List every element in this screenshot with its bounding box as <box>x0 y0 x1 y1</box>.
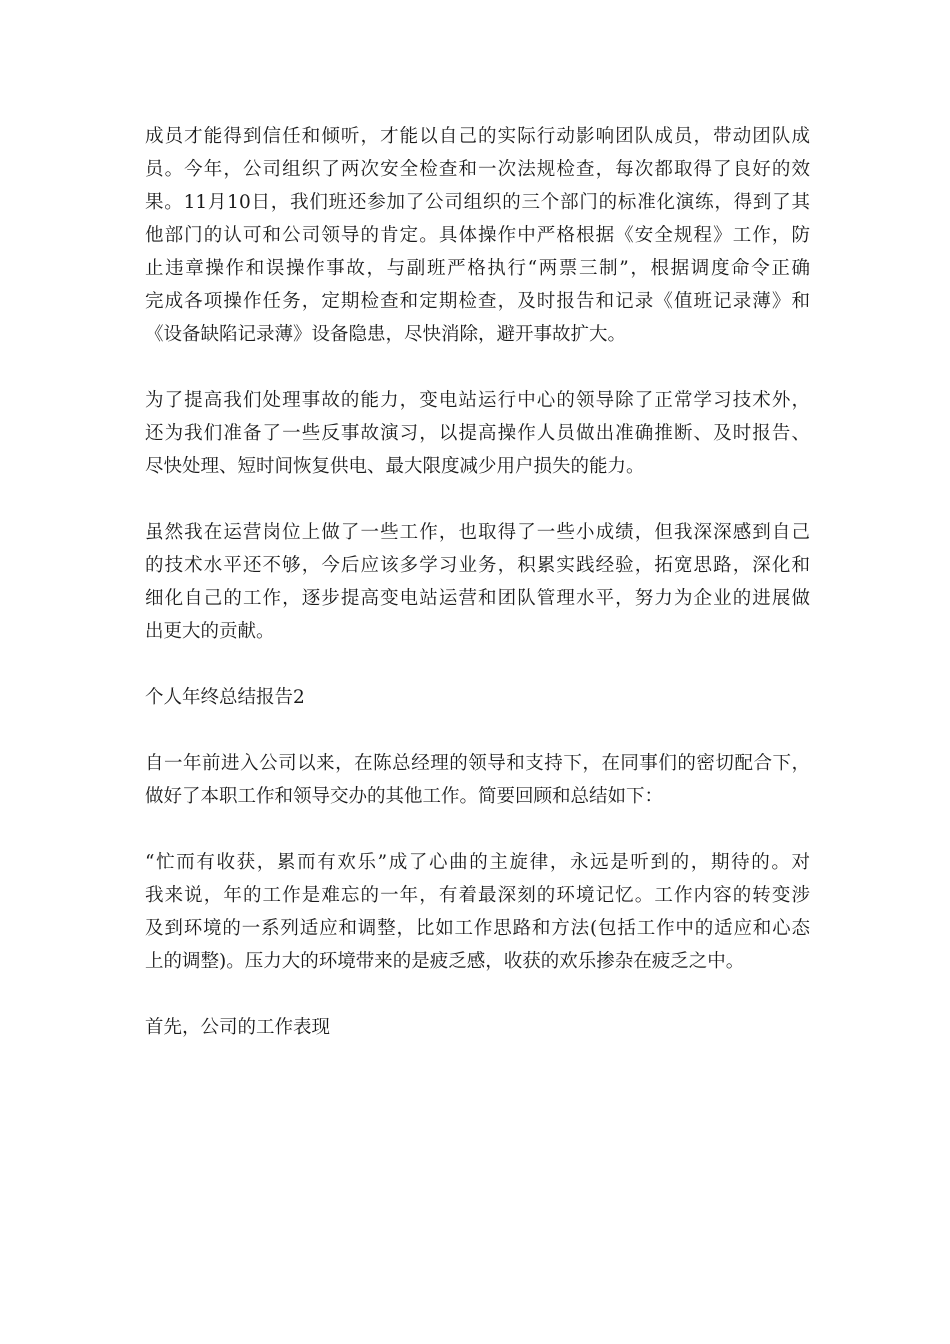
text-line: 果。11月10日，我们班还参加了公司组织的三个部门的标准化演练，得到了其 <box>145 192 810 213</box>
section-heading <box>145 681 810 714</box>
text-line: 及到环境的一系列适应和调整，比如工作思路和方法(包括工作中的适应和心态 <box>145 918 810 939</box>
paragraph-accident-drill <box>145 384 810 483</box>
text-line: 还为我们准备了一些反事故演习，以提高操作人员做出准确推断、及时报告、 <box>145 423 810 444</box>
document-body <box>145 120 810 1044</box>
text-line: 尽快处理、短时间恢复供电、最大限度减少用户损失的能力。 <box>145 456 645 477</box>
subsection-heading <box>145 1011 810 1044</box>
heading-text: 个人年终总结报告2 <box>145 687 305 708</box>
text-line: 虽然我在运营岗位上做了一些工作，也取得了一些小成绩，但我深深感到自己 <box>145 522 810 543</box>
text-line: 上的调整)。压力大的环境带来的是疲乏感，收获的欢乐掺杂在疲乏之中。 <box>145 951 745 972</box>
text-line: 止违章操作和误操作事故，与副班严格执行“两票三制”，根据调度命令正确 <box>145 258 810 279</box>
text-line: 的技术水平还不够，今后应该多学习业务，积累实践经验，拓宽思路，深化和 <box>145 555 810 576</box>
text-line: 《设备缺陷记录薄》设备隐患，尽快消除，避开事故扩大。 <box>145 324 627 345</box>
paragraph-introduction <box>145 747 810 813</box>
text-line: 出更大的贡献。 <box>145 621 275 642</box>
text-line: 完成各项操作任务，定期检查和定期检查，及时报告和记录《值班记录薄》和 <box>145 291 810 312</box>
text-line: 他部门的认可和公司领导的肯定。具体操作中严格根据《安全规程》工作，防 <box>145 225 810 246</box>
paragraph-reflection <box>145 846 810 978</box>
text-line: 成员才能得到信任和倾听，才能以自己的实际行动影响团队成员，带动团队成 <box>145 126 810 147</box>
text-line: 自一年前进入公司以来，在陈总经理的领导和支持下，在同事们的密切配合下， <box>145 753 810 774</box>
text-line: 我来说，年的工作是难忘的一年，有着最深刻的环境记忆。工作内容的转变涉 <box>145 885 810 906</box>
text-line: 做好了本职工作和领导交办的其他工作。简要回顾和总结如下： <box>145 786 664 807</box>
text-line: 细化自己的工作，逐步提高变电站运营和团队管理水平，努力为企业的进展做 <box>145 588 810 609</box>
text-line: 员。今年，公司组织了两次安全检查和一次法规检查，每次都取得了良好的效 <box>145 159 810 180</box>
paragraph-safety-work <box>145 120 810 351</box>
heading-text: 首先，公司的工作表现 <box>145 1017 331 1038</box>
text-line: “忙而有收获，累而有欢乐”成了心曲的主旋律，永远是听到的，期待的。对 <box>145 852 810 873</box>
text-line: 为了提高我们处理事故的能力，变电站运行中心的领导除了正常学习技术外， <box>145 390 810 411</box>
paragraph-self-improvement <box>145 516 810 648</box>
